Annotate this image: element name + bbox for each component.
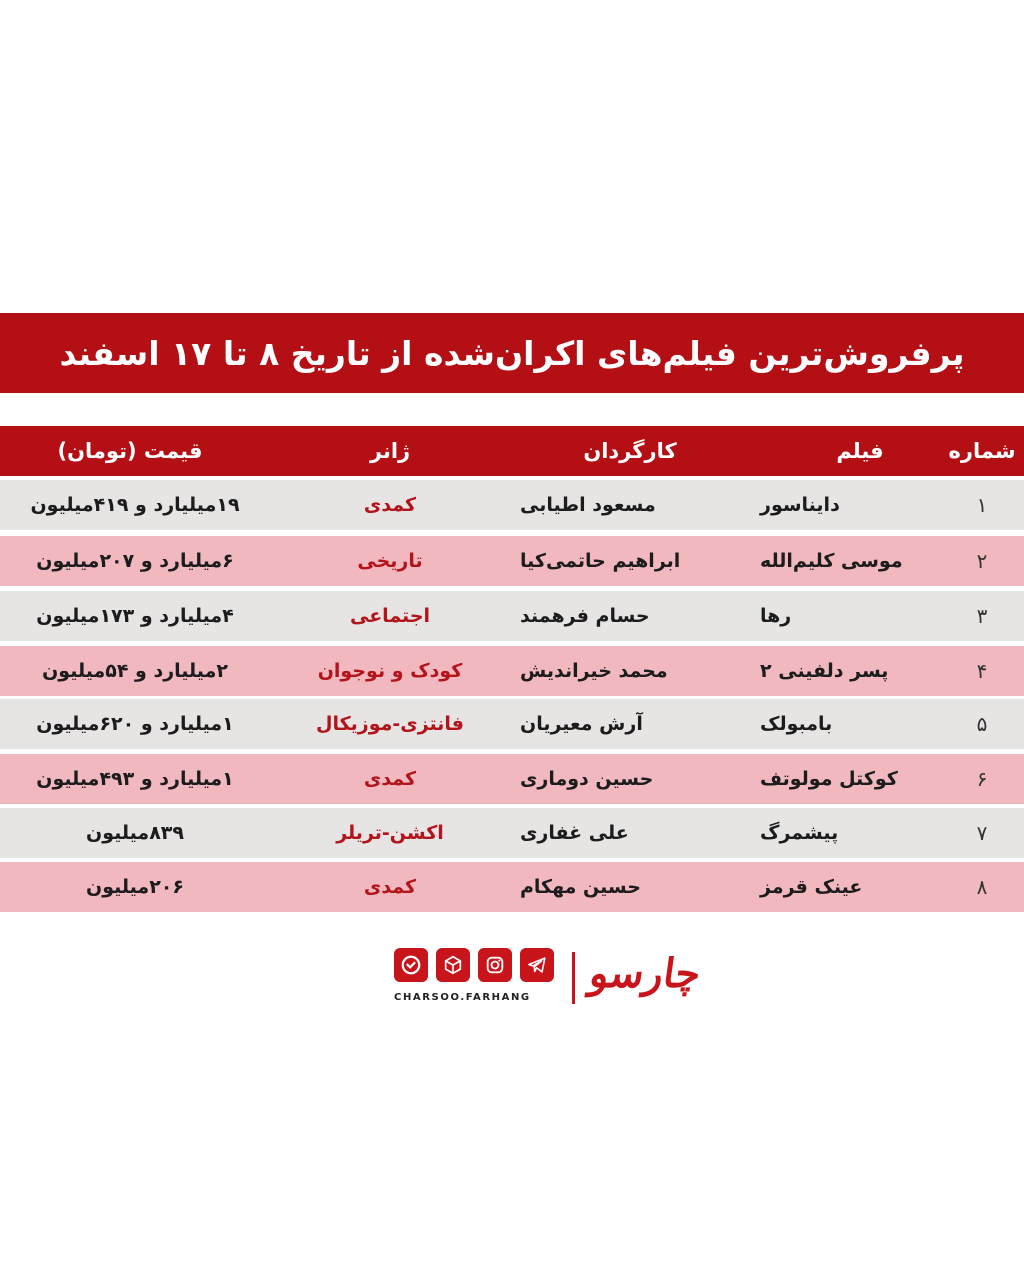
table-row [0, 536, 1024, 586]
telegram-icon[interactable] [520, 948, 554, 982]
row-price: ۶میلیارد و ۲۰۷میلیون [36, 550, 234, 572]
row-price: ۸۳۹میلیون [86, 822, 184, 844]
row-price: ۱میلیارد و ۴۹۳میلیون [36, 768, 234, 790]
row-genre: کمدی [363, 876, 417, 898]
instagram-icon[interactable] [478, 948, 512, 982]
row-film: پیشمرگ [760, 822, 839, 844]
row-genre: تاریخی [357, 550, 423, 572]
row-genre: کودک و نوجوان [317, 660, 463, 682]
table-row [0, 591, 1024, 641]
row-film: بامبولک [760, 713, 833, 735]
table-row [0, 808, 1024, 858]
row-number: ۱ [976, 493, 988, 517]
social-links [394, 948, 554, 982]
row-director: علی غفاری [520, 822, 629, 844]
row-director: آرش معیریان [520, 713, 643, 735]
header-price: قیمت (تومان) [57, 439, 203, 463]
row-price: ۲۰۶میلیون [86, 876, 184, 898]
header-director: کارگردان [583, 439, 677, 463]
footer [0, 948, 1024, 1018]
row-number: ۷ [976, 821, 988, 845]
table-row [0, 480, 1024, 530]
row-director: محمد خیراندیش [520, 660, 668, 682]
row-price: ۴میلیارد و ۱۷۳میلیون [36, 605, 234, 627]
header-number: شماره [948, 439, 1016, 463]
social-handle: CHARSOO.FARHANG [394, 992, 531, 1003]
cube-icon[interactable] [436, 948, 470, 982]
row-number: ۲ [976, 549, 988, 573]
table-header [0, 426, 1024, 476]
row-film: رها [760, 605, 792, 627]
row-film: دایناسور [760, 494, 840, 516]
row-price: ۲میلیارد و ۵۴میلیون [42, 660, 228, 682]
heart-shield-icon[interactable] [394, 948, 428, 982]
row-film: پسر دلفینی ۲ [760, 660, 889, 682]
row-price: ۱۹میلیارد و ۴۱۹میلیون [30, 494, 240, 516]
table-row [0, 754, 1024, 804]
row-genre: کمدی [363, 494, 417, 516]
row-number: ۵ [976, 712, 988, 736]
row-number: ۳ [976, 604, 988, 628]
page-title: پرفروش‌ترین فیلم‌های اکران‌شده از تاریخ ۸ تا ۱۷ اسفند [59, 333, 965, 373]
row-director: ابراهیم حاتمی‌کیا [520, 550, 681, 572]
header-film: فیلم [836, 439, 884, 463]
row-number: ۴ [976, 659, 988, 683]
row-genre: کمدی [363, 768, 417, 790]
footer-divider [572, 952, 575, 1004]
row-director: حسین مهکام [520, 876, 641, 898]
table-row [0, 699, 1024, 749]
row-film: موسی کلیم‌الله [760, 550, 903, 572]
row-genre: اکشن-تریلر [336, 822, 444, 844]
row-director: حسین دوماری [520, 768, 654, 790]
row-genre: اجتماعی [349, 605, 431, 627]
row-film: عینک قرمز [760, 876, 863, 898]
row-number: ۸ [976, 875, 988, 899]
title-banner [0, 313, 1024, 393]
row-number: ۶ [976, 767, 988, 791]
row-price: ۱میلیارد و ۶۲۰میلیون [36, 713, 234, 735]
brand-logo: چارسو [586, 950, 704, 997]
row-director: حسام فرهمند [520, 605, 650, 627]
row-film: کوکتل مولوتف [760, 768, 898, 790]
header-genre: ژانر [369, 439, 411, 463]
table-row [0, 646, 1024, 696]
table-row [0, 862, 1024, 912]
row-genre: فانتزی-موزیکال [316, 713, 465, 735]
row-director: مسعود اطیابی [520, 494, 656, 516]
